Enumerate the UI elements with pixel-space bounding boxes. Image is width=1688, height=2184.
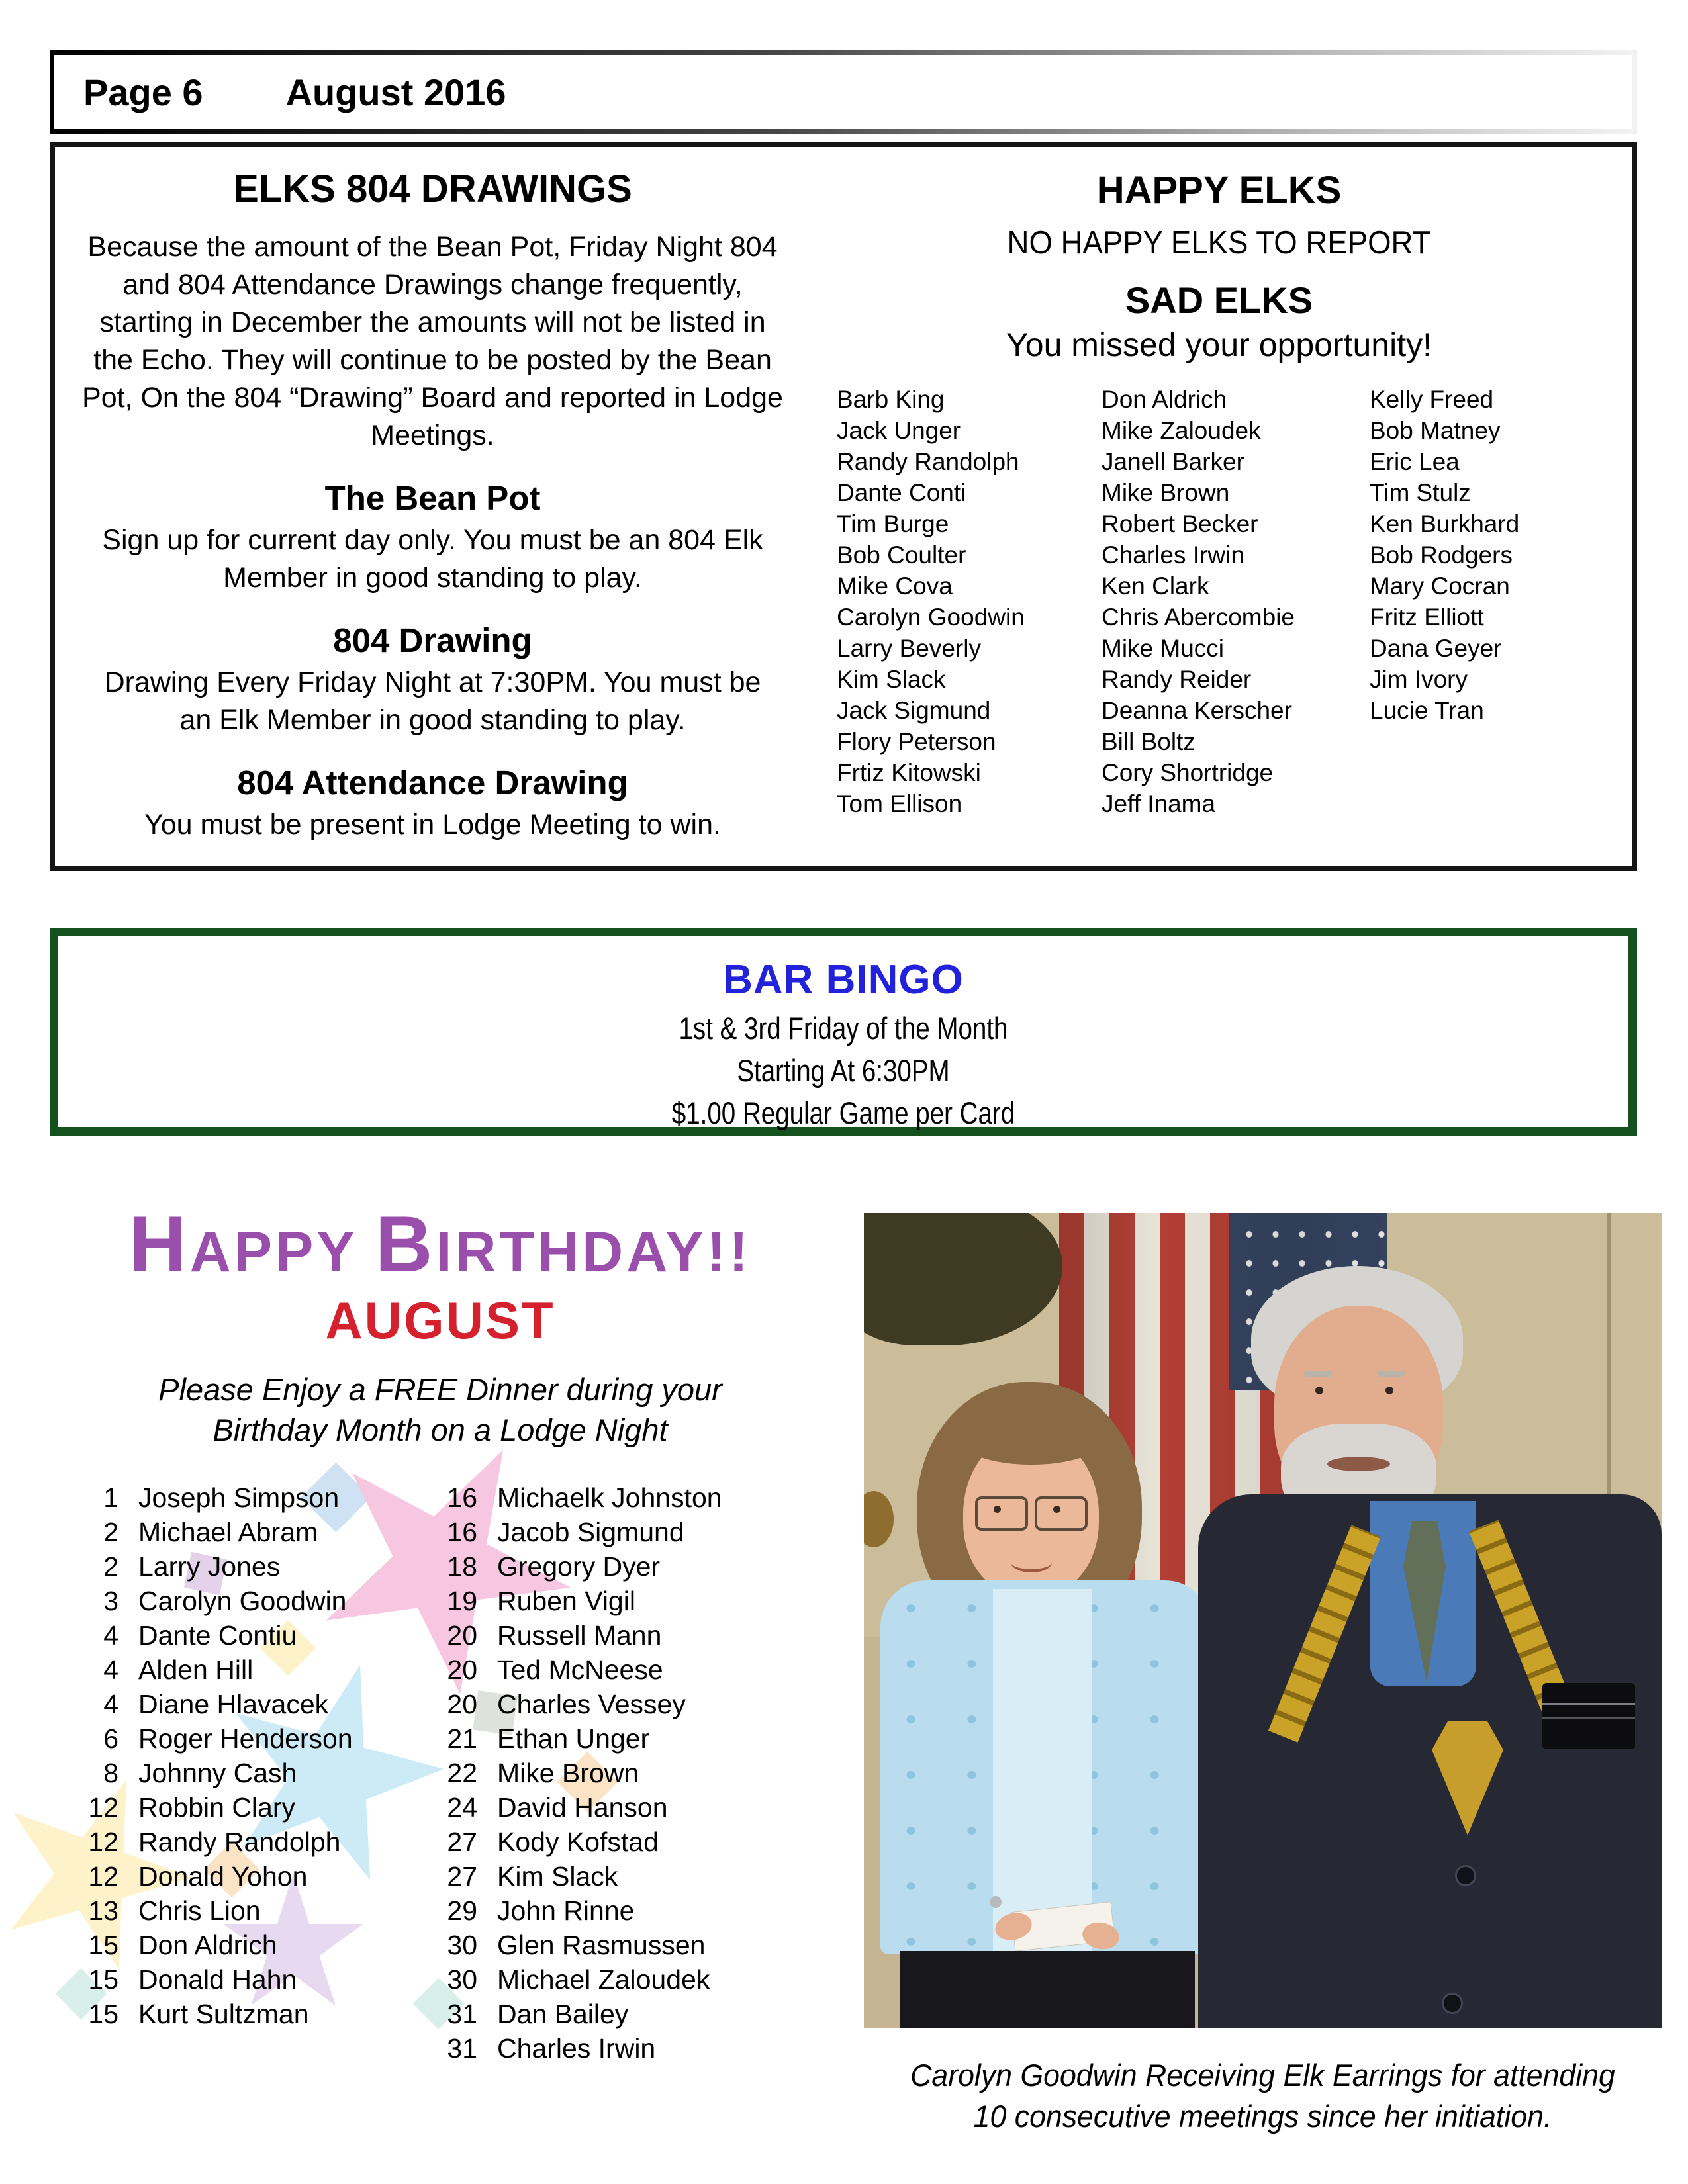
birthday-day: 30 bbox=[447, 1964, 477, 1995]
birthday-row bbox=[67, 1618, 416, 1653]
birthday-row bbox=[67, 1997, 416, 2031]
sad-elk-name: Lucie Tran bbox=[1370, 697, 1484, 724]
sad-elk-name: Dante Conti bbox=[837, 479, 966, 506]
sad-elks-column-1 bbox=[837, 384, 1102, 819]
birthday-day: 4 bbox=[103, 1655, 118, 1685]
birthday-row bbox=[426, 1584, 796, 1618]
birthday-day: 12 bbox=[88, 1827, 118, 1857]
birthday-row bbox=[426, 1756, 796, 1790]
sad-elks-title: SAD ELKS bbox=[1125, 279, 1313, 321]
birthday-row bbox=[67, 1962, 416, 1997]
photo-man-button-bottom bbox=[1442, 1993, 1463, 2014]
birthday-day: 21 bbox=[447, 1723, 477, 1754]
birthday-name: David Hanson bbox=[497, 1792, 668, 1823]
sad-elk-name: Kelly Freed bbox=[1370, 386, 1494, 413]
birthday-row bbox=[67, 1687, 416, 1721]
sad-elk-name: Dana Geyer bbox=[1370, 635, 1502, 662]
birthday-row bbox=[67, 1721, 416, 1756]
sad-elks-column-3 bbox=[1370, 384, 1519, 819]
photo-woman-eye-left bbox=[994, 1506, 1001, 1513]
sad-elk-name: Carolyn Goodwin bbox=[837, 604, 1025, 631]
birthday-day: 22 bbox=[447, 1758, 477, 1788]
issue-date: August 2016 bbox=[285, 71, 506, 113]
photo-man-eye-left bbox=[1315, 1387, 1323, 1394]
sad-elk-name: Ken Clark bbox=[1102, 572, 1209, 600]
birthday-day: 2 bbox=[103, 1517, 118, 1547]
birthday-name: Mike Brown bbox=[497, 1758, 639, 1788]
birthday-row bbox=[67, 1825, 416, 1859]
birthday-row bbox=[67, 1549, 416, 1584]
sad-elk-name: Randy Randolph bbox=[837, 448, 1019, 475]
drawing-section-heading: 804 Drawing bbox=[333, 621, 532, 659]
sad-elk-name: Mike Brown bbox=[1102, 479, 1230, 506]
drawings-and-elks-box bbox=[50, 142, 1637, 871]
birthday-name: Ted McNeese bbox=[497, 1655, 663, 1685]
birthday-day: 30 bbox=[447, 1930, 477, 1960]
birthday-name: Michaelk Johnston bbox=[497, 1482, 722, 1513]
sad-elks-name-columns bbox=[806, 384, 1632, 819]
bar-bingo-title: BAR BINGO bbox=[723, 957, 964, 1003]
photo-woman-eye-right bbox=[1053, 1506, 1060, 1513]
page-header bbox=[50, 50, 1637, 134]
birthday-name: Dante Contiu bbox=[138, 1620, 297, 1651]
sad-elk-name: Mike Cova bbox=[837, 572, 953, 600]
sad-elk-name: Mary Cocran bbox=[1370, 572, 1510, 600]
sad-elk-name: Bob Rodgers bbox=[1370, 541, 1513, 569]
sad-elk-name: Tim Burge bbox=[837, 510, 949, 537]
birthday-day: 16 bbox=[447, 1517, 477, 1547]
sad-elk-name: Frtiz Kitowski bbox=[837, 759, 981, 786]
elks-804-drawings-article bbox=[55, 147, 806, 866]
birthday-day: 12 bbox=[88, 1861, 118, 1891]
sad-elk-name: Jack Unger bbox=[837, 417, 961, 444]
birthday-name: Ruben Vigil bbox=[497, 1586, 635, 1616]
page-number: Page 6 bbox=[83, 71, 203, 113]
birthday-day: 15 bbox=[88, 1999, 118, 2029]
drawings-intro: Because the amount of the Bean Pot, Friday Night 804 and 804 Attendance Drawings change frequently, starting in December the amounts will not be listed in the Echo. They will continue to be posted by the Bean Pot, On the 804 “Drawing” Board and reported in Lodge Meetings. bbox=[82, 231, 783, 451]
photo-man-eye-right bbox=[1385, 1387, 1393, 1394]
happy-birthday-section bbox=[50, 1200, 831, 2085]
sad-elk-name: Larry Beverly bbox=[837, 635, 981, 662]
birthday-day: 4 bbox=[103, 1620, 118, 1651]
photo-man-button-top bbox=[1455, 1865, 1476, 1886]
birthday-name: Dan Bailey bbox=[497, 1999, 629, 2029]
title-letter: H bbox=[128, 1200, 190, 1289]
sad-elk-name: Mike Zaloudek bbox=[1102, 417, 1261, 444]
birthday-name: Chris Lion bbox=[138, 1895, 261, 1926]
birthday-day: 27 bbox=[447, 1827, 477, 1857]
birthday-name: Johnny Cash bbox=[138, 1758, 297, 1788]
birthday-row bbox=[426, 2031, 796, 2066]
bar-bingo-line: $1.00 Regular Game per Card bbox=[671, 1095, 1015, 1130]
sad-elk-name: Janell Barker bbox=[1102, 448, 1244, 475]
sad-elk-name: Charles Irwin bbox=[1102, 541, 1244, 569]
birthday-name: Joseph Simpson bbox=[138, 1482, 340, 1513]
birthday-day: 6 bbox=[103, 1723, 118, 1754]
birthday-day: 16 bbox=[447, 1482, 477, 1513]
birthday-note-line2: Birthday Month on a Lodge Night bbox=[212, 1412, 668, 1447]
photo-woman-glasses-right bbox=[1035, 1496, 1088, 1531]
birthday-row bbox=[426, 1790, 796, 1825]
birthday-row bbox=[67, 1893, 416, 1928]
birthday-row bbox=[426, 1687, 796, 1721]
birthday-name: Charles Irwin bbox=[497, 2033, 656, 2064]
birthday-name: Robbin Clary bbox=[138, 1792, 295, 1823]
birthday-row bbox=[426, 1515, 796, 1549]
birthday-day: 15 bbox=[88, 1964, 118, 1995]
sad-elk-name: Fritz Elliott bbox=[1370, 604, 1484, 631]
birthday-name: Glen Rasmussen bbox=[497, 1930, 706, 1960]
sad-elks-column-2 bbox=[1102, 384, 1370, 819]
birthday-name: Carolyn Goodwin bbox=[138, 1586, 347, 1616]
birthday-name: Donald Hahn bbox=[138, 1964, 297, 1995]
birthday-row bbox=[426, 1721, 796, 1756]
drawing-section-body: Sign up for current day only. You must be an 804 Elk Member in good standing to play. bbox=[102, 524, 763, 594]
sad-elk-name: Don Aldrich bbox=[1102, 386, 1227, 413]
happy-elks-article bbox=[806, 147, 1632, 866]
birthday-row bbox=[67, 1653, 416, 1687]
birthday-list-left bbox=[67, 1480, 416, 2066]
birthday-name: Randy Randolph bbox=[138, 1827, 341, 1857]
birthday-name: Kurt Sultzman bbox=[138, 1999, 309, 2029]
sad-elk-name: Jack Sigmund bbox=[837, 697, 991, 724]
birthday-day: 29 bbox=[447, 1895, 477, 1926]
birthday-row bbox=[426, 1997, 796, 2031]
sad-elk-name: Tom Ellison bbox=[837, 790, 962, 817]
birthday-day: 24 bbox=[447, 1792, 477, 1823]
birthday-name: Don Aldrich bbox=[138, 1930, 277, 1960]
birthday-list-right bbox=[426, 1480, 796, 2066]
photo-man-name-badge bbox=[1542, 1683, 1635, 1749]
sad-elk-name: Jim Ivory bbox=[1370, 666, 1468, 693]
photo-woman-skirt bbox=[900, 1951, 1195, 2028]
drawing-section-heading: The Bean Pot bbox=[324, 479, 541, 517]
birthday-day: 2 bbox=[103, 1551, 118, 1582]
sad-elk-name: Jeff Inama bbox=[1102, 790, 1216, 817]
photo-caption-line2: 10 consecutive meetings since her initiation. bbox=[973, 2099, 1552, 2134]
award-photo bbox=[864, 1213, 1662, 2028]
birthday-row bbox=[67, 1859, 416, 1893]
sad-elk-name: Bob Matney bbox=[1370, 417, 1501, 444]
birthday-row bbox=[67, 1928, 416, 1962]
drawings-sections bbox=[77, 478, 788, 844]
title-rest: APPY bbox=[189, 1220, 358, 1284]
birthday-day: 1 bbox=[103, 1482, 118, 1513]
birthday-row bbox=[67, 1756, 416, 1790]
sad-elk-name: Robert Becker bbox=[1102, 510, 1258, 537]
birthday-name: Roger Henderson bbox=[138, 1723, 353, 1754]
bar-bingo-line: Starting At 6:30PM bbox=[737, 1053, 950, 1088]
birthday-day: 18 bbox=[447, 1551, 477, 1582]
drawings-title: ELKS 804 DRAWINGS bbox=[233, 167, 632, 210]
birthday-name: Diane Hlavacek bbox=[138, 1689, 329, 1719]
birthday-name: Ethan Unger bbox=[497, 1723, 650, 1754]
bar-bingo-line: 1st & 3rd Friday of the Month bbox=[679, 1011, 1008, 1046]
birthday-day: 4 bbox=[103, 1689, 118, 1719]
photo-woman-watch bbox=[990, 1896, 1002, 1908]
award-photo-figure bbox=[864, 1213, 1662, 2137]
birthday-row bbox=[67, 1515, 416, 1549]
birthday-row bbox=[426, 1618, 796, 1653]
sad-elks-subtitle: You missed your opportunity! bbox=[1006, 326, 1432, 363]
drawing-section-body: Drawing Every Friday Night at 7:30PM. You must be an Elk Member in good standing to play. bbox=[104, 666, 761, 736]
photo-man-eyebrow-left bbox=[1304, 1371, 1332, 1377]
birthday-name: Kody Kofstad bbox=[497, 1827, 659, 1857]
drawing-section-body: You must be present in Lodge Meeting to win. bbox=[144, 809, 721, 841]
sad-elk-name: Flory Peterson bbox=[837, 728, 996, 755]
photo-caption bbox=[884, 2055, 1642, 2137]
birthday-name: Jacob Sigmund bbox=[497, 1517, 684, 1547]
birthday-row bbox=[426, 1928, 796, 1962]
bar-bingo-details bbox=[58, 1007, 1628, 1134]
sad-elk-name: Ken Burkhard bbox=[1370, 510, 1520, 537]
birthday-note-line1: Please Enjoy a FREE Dinner during your bbox=[158, 1372, 722, 1407]
birthday-list bbox=[50, 1480, 831, 2066]
no-happy-elks-line: NO HAPPY ELKS TO REPORT bbox=[1007, 225, 1431, 261]
birthday-day: 31 bbox=[447, 2033, 477, 2064]
sad-elk-name: Kim Slack bbox=[837, 666, 946, 693]
birthday-day: 15 bbox=[88, 1930, 118, 1960]
photo-woman-smile bbox=[1011, 1552, 1052, 1572]
birthday-name: Michael Abram bbox=[138, 1517, 318, 1547]
sad-elk-name: Randy Reider bbox=[1102, 666, 1252, 693]
birthday-day: 3 bbox=[103, 1586, 118, 1616]
birthday-row bbox=[67, 1790, 416, 1825]
birthday-name: Larry Jones bbox=[138, 1551, 281, 1582]
bar-bingo-box bbox=[50, 928, 1637, 1136]
birthday-name: Charles Vessey bbox=[497, 1689, 686, 1719]
birthday-day: 12 bbox=[88, 1792, 118, 1823]
title-letter: B bbox=[375, 1200, 436, 1289]
birthday-day: 20 bbox=[447, 1620, 477, 1651]
photo-man-mouth bbox=[1327, 1457, 1390, 1471]
sad-elk-name: Tim Stulz bbox=[1370, 479, 1471, 506]
birthday-day: 20 bbox=[447, 1655, 477, 1685]
photo-caption-line1: Carolyn Goodwin Receiving Elk Earrings for attending bbox=[910, 2058, 1615, 2093]
birthday-name: John Rinne bbox=[497, 1895, 635, 1926]
happy-elks-title: HAPPY ELKS bbox=[1096, 169, 1342, 212]
birthday-row bbox=[426, 1549, 796, 1584]
sad-elk-name: Eric Lea bbox=[1370, 448, 1460, 475]
photo-woman-glasses-left bbox=[975, 1496, 1028, 1531]
photo-man-eyebrow-right bbox=[1377, 1371, 1405, 1377]
birthday-day: 8 bbox=[103, 1758, 118, 1788]
birthday-row bbox=[426, 1825, 796, 1859]
birthday-name: Gregory Dyer bbox=[497, 1551, 661, 1582]
photo-woman-blouse bbox=[993, 1589, 1092, 1954]
birthday-name: Kim Slack bbox=[497, 1861, 618, 1891]
sad-elk-name: Mike Mucci bbox=[1102, 635, 1225, 662]
sad-elk-name: Barb King bbox=[837, 386, 945, 413]
birthday-row bbox=[67, 1480, 416, 1515]
birthday-row bbox=[426, 1480, 796, 1515]
birthday-day: 19 bbox=[447, 1586, 477, 1616]
birthday-name: Donald Yohon bbox=[138, 1861, 308, 1891]
birthday-month: AUGUST bbox=[325, 1291, 555, 1349]
birthday-row bbox=[426, 1653, 796, 1687]
title-rest: IRTHDAY!! bbox=[436, 1220, 752, 1284]
birthday-day: 31 bbox=[447, 1999, 477, 2029]
birthday-day: 27 bbox=[447, 1861, 477, 1891]
birthday-day: 20 bbox=[447, 1689, 477, 1719]
sad-elk-name: Deanna Kerscher bbox=[1102, 697, 1292, 724]
drawing-section-heading: 804 Attendance Drawing bbox=[237, 764, 628, 801]
sad-elk-name: Cory Shortridge bbox=[1102, 759, 1274, 786]
sad-elk-name: Bob Coulter bbox=[837, 541, 966, 569]
birthday-name: Michael Zaloudek bbox=[497, 1964, 710, 1995]
birthday-day: 13 bbox=[88, 1895, 118, 1926]
birthday-row bbox=[426, 1962, 796, 1997]
birthday-row bbox=[67, 1584, 416, 1618]
birthday-row bbox=[426, 1859, 796, 1893]
sad-elk-name: Chris Abercombie bbox=[1102, 604, 1295, 631]
birthday-name: Russell Mann bbox=[497, 1620, 662, 1651]
photo-woman-bangs bbox=[958, 1412, 1105, 1465]
birthday-row bbox=[426, 1893, 796, 1928]
birthday-name: Alden Hill bbox=[138, 1655, 254, 1685]
sad-elk-name: Bill Boltz bbox=[1102, 728, 1196, 755]
